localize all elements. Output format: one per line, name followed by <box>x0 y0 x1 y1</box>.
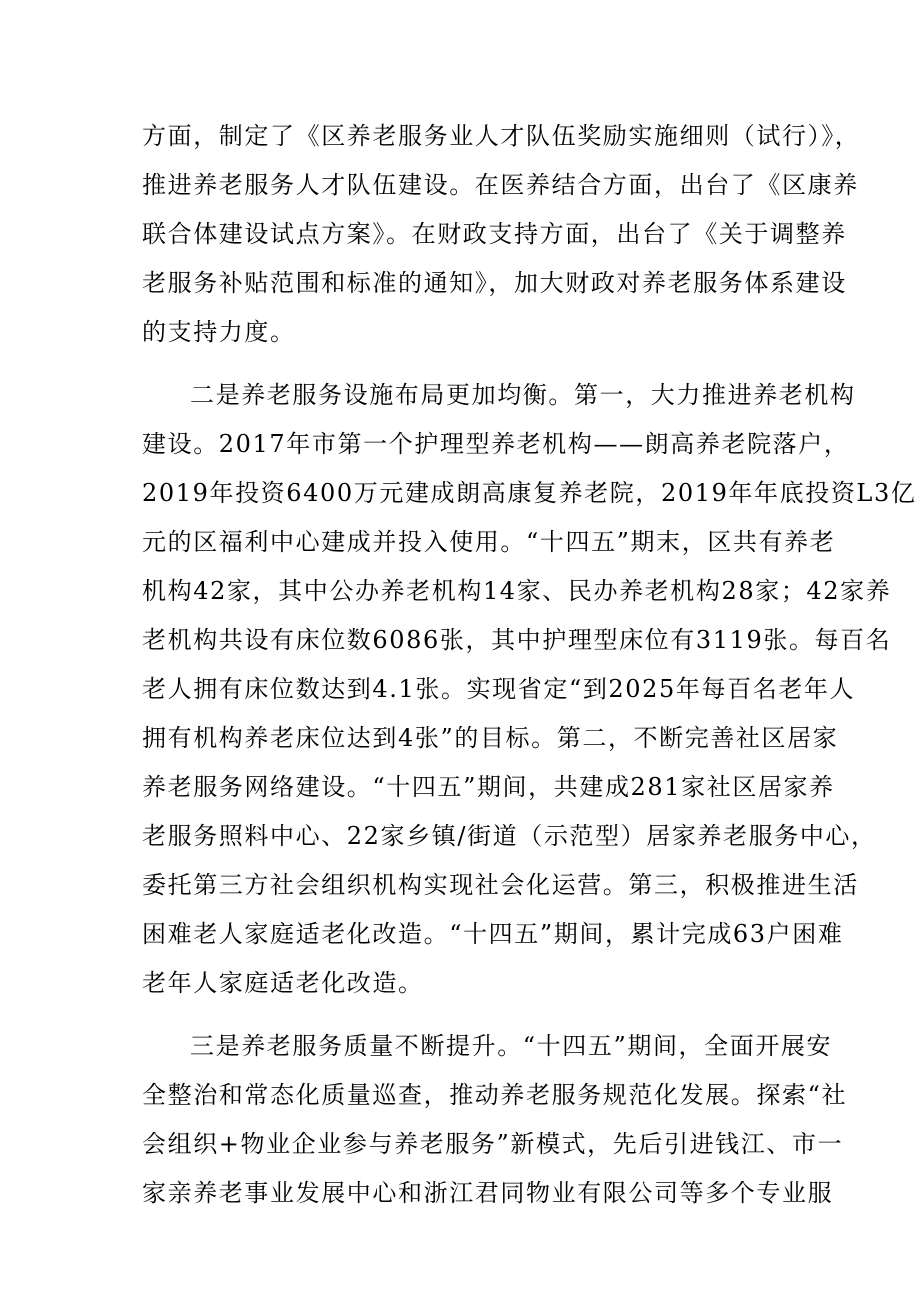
text-line: 全整治和常态化质量巡查，推动养老服务规范化发展。探索“社 <box>142 1081 848 1109</box>
text-line: 困难老人家庭适老化改造。“十四五”期间，累计完成63户困难 <box>142 920 844 948</box>
text-line: 联合体建设试点方案》。在财政支持方面，出台了《关于调整养 <box>142 220 847 248</box>
text-line: 会组织+物业企业参与养老服务”新模式，先后引进钱江、市一 <box>142 1130 844 1158</box>
text-line: 2019年投资6400万元建成朗高康复养老院，2019年年底投资L3亿 <box>142 479 917 507</box>
text-line: 方面，制定了《区养老服务业人才队伍奖励实施细则（试行）》， <box>142 122 861 150</box>
paragraph-service-quality <box>142 1022 848 1218</box>
text-line: 老机构共设有床位数6086张，其中护理型床位有3119张。每百名 <box>142 626 892 654</box>
paragraph-policy-support <box>142 112 861 357</box>
text-line: 二是养老服务设施布局更加均衡。第一，大力推进养老机构 <box>190 381 856 409</box>
text-line: 三是养老服务质量不断提升。“十四五”期间，全面开展安 <box>190 1032 833 1060</box>
text-line: 养老服务网络建设。“十四五”期间，共建成281家社区居家养 <box>142 773 835 801</box>
text-line: 老服务补贴范围和标准的通知》，加大财政对养老服务体系建设 <box>142 269 847 297</box>
text-line: 元的区福利中心建成并投入使用。“十四五”期末，区共有养老 <box>142 528 836 556</box>
paragraph-facility-layout <box>142 371 917 1008</box>
text-line: 委托第三方社会组织机构实现社会化运营。第三，积极推进生活 <box>142 871 859 899</box>
text-line: 机构42家，其中公办养老机构14家、民办养老机构28家；42家养 <box>142 577 892 605</box>
document-body <box>142 112 917 1232</box>
text-line: 的支持力度。 <box>142 318 296 346</box>
text-line: 拥有机构养老床位达到4张”的目标。第二，不断完善社区居家 <box>142 724 839 752</box>
text-line: 推进养老服务人才队伍建设。在医养结合方面，出台了《区康养 <box>142 171 859 199</box>
text-line: 建设。2017年市第一个护理型养老机构——朗高养老院落户， <box>142 430 850 458</box>
text-line: 老年人家庭适老化改造。 <box>142 969 424 997</box>
text-line: 老人拥有床位数达到4.1张。实现省定“到2025年每百名老年人 <box>142 675 856 703</box>
text-line: 老服务照料中心、22家乡镇/街道（示范型）居家养老服务中心， <box>142 822 877 850</box>
text-line: 家亲养老事业发展中心和浙江君同物业有限公司等多个专业服 <box>142 1179 834 1207</box>
